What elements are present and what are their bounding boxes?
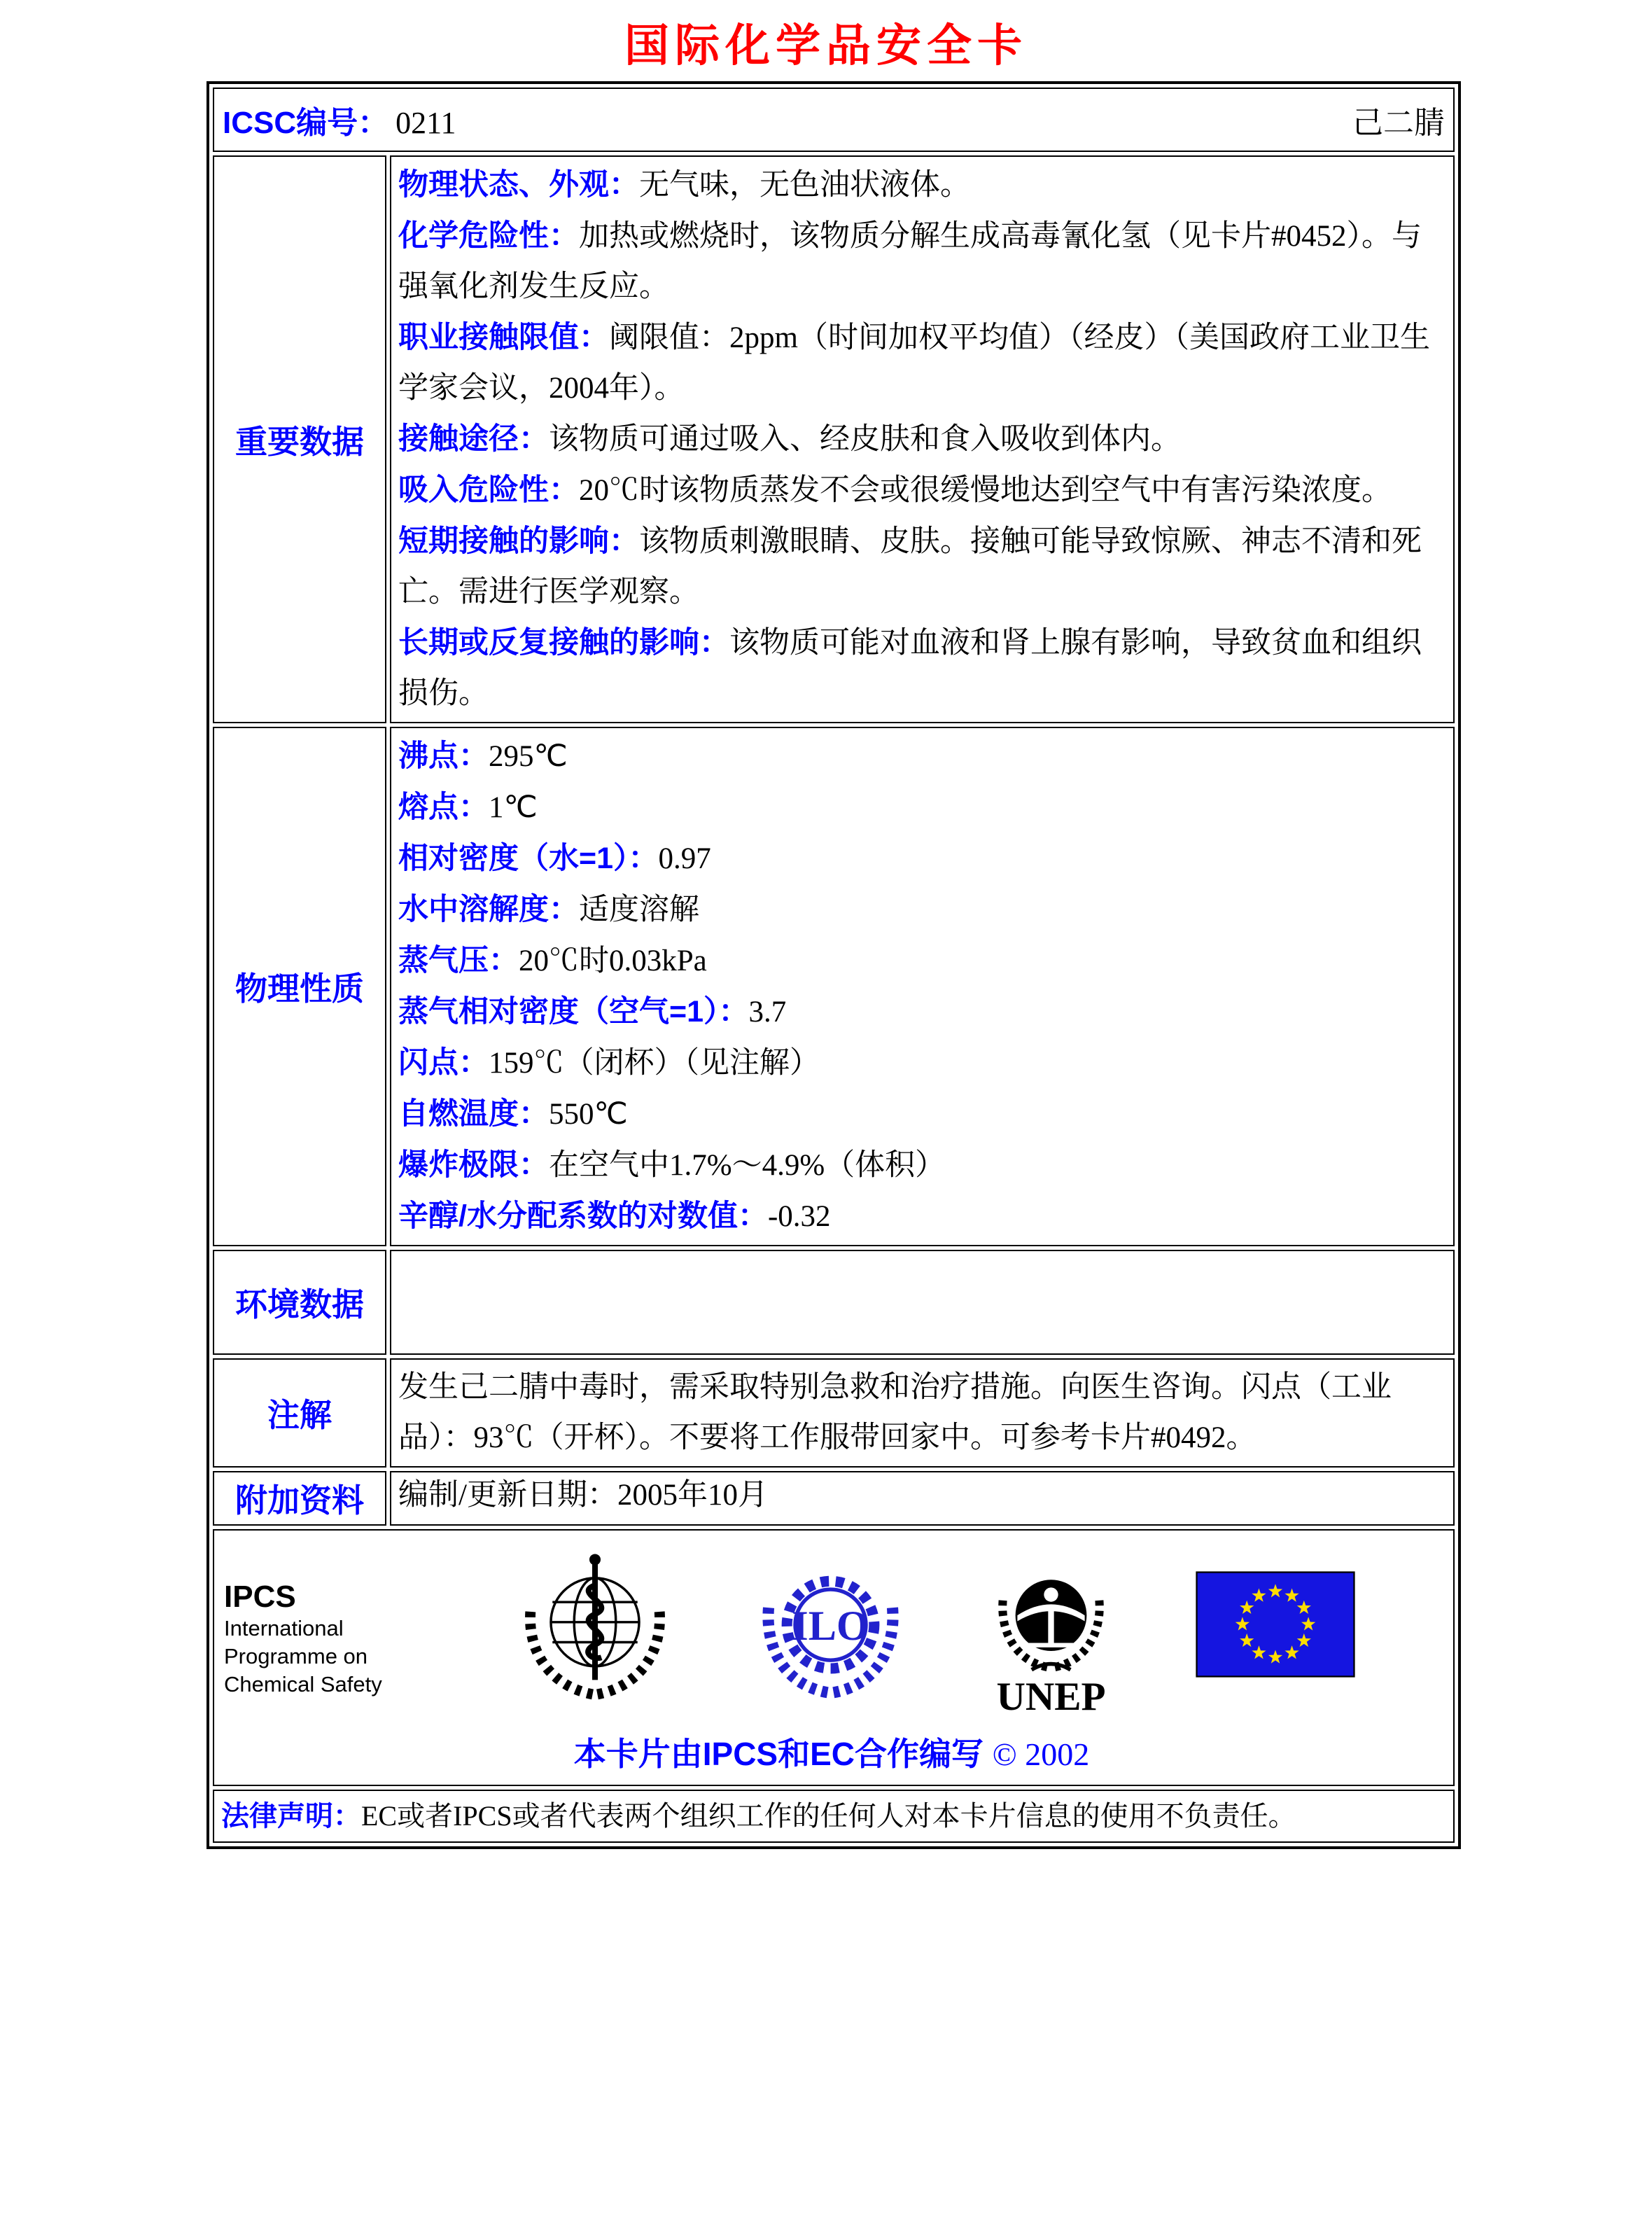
- field-item: [398, 414, 1446, 465]
- icsc-number-label: ICSC编号：: [223, 106, 389, 140]
- who-logo-icon: [514, 1552, 676, 1700]
- field-item: [398, 1038, 1446, 1089]
- icsc-number-group: [223, 97, 456, 142]
- field-item: [398, 618, 1446, 719]
- row-label-physical-properties: 物理性质: [213, 727, 386, 1246]
- legal-row: [213, 1790, 1455, 1843]
- field-value: 阈限值：2ppm（时间加权平均值）（经皮）（美国政府工业卫生学家会议，2004年）。: [398, 321, 1430, 405]
- field-item: [398, 1475, 1446, 1516]
- page-title: 国际化学品安全卡: [624, 20, 1028, 71]
- field-item: [398, 1191, 1446, 1242]
- footer-row: [213, 1529, 1455, 1786]
- field-item: [398, 782, 1446, 833]
- field-value: 该物质刺激眼睛、皮肤。接触可能导致惊厥、神志不清和死亡。需进行医学观察。: [398, 525, 1422, 608]
- field-value: 0.97: [658, 842, 711, 875]
- additional-info-row: [213, 1471, 1455, 1526]
- field-value: 加热或燃烧时，该物质分解生成高毒氰化氢（见卡片#0452）。与强氧化剂发生反应。: [398, 220, 1422, 303]
- footer-copyright: © 2002: [992, 1736, 1090, 1772]
- ipcs-line: Programme on: [224, 1644, 368, 1668]
- safety-card-table: [206, 81, 1461, 1849]
- ipcs-text-block: [224, 1540, 434, 1699]
- field-label: 自燃温度：: [398, 1097, 549, 1131]
- row-label-important-data: 重要数据: [213, 155, 386, 723]
- field-label: 辛醇/水分配系数的对数值：: [398, 1199, 768, 1233]
- field-label: 长期或反复接触的影响：: [398, 626, 729, 660]
- svg-text:UNEP: UNEP: [995, 1675, 1106, 1720]
- field-item: [398, 935, 1446, 987]
- field-value: 3.7: [748, 996, 787, 1029]
- row-label-environmental-data: 环境数据: [213, 1250, 386, 1355]
- field-item: [398, 833, 1446, 884]
- notes-content: [390, 1358, 1455, 1468]
- ipcs-line: International: [224, 1616, 344, 1640]
- card-header: [220, 89, 1448, 151]
- physical-properties-content: [390, 727, 1455, 1246]
- field-value: 发生己二腈中毒时，需采取特别急救和治疗措施。向医生咨询。闪点（工业品）：93℃（开杯）。不要将工作服带回家中。可参考卡片#0492。: [398, 1371, 1392, 1454]
- field-item: [398, 312, 1446, 414]
- field-label: 沸点：: [398, 739, 489, 773]
- field-item: [398, 211, 1446, 312]
- environmental-data-content: [390, 1250, 1455, 1355]
- field-value: 1℃: [489, 791, 538, 824]
- field-label: 职业接触限值：: [398, 321, 609, 354]
- field-label: 接触途径：: [398, 422, 549, 456]
- field-value: 295℃: [489, 740, 568, 773]
- row-label-notes: 注解: [213, 1358, 386, 1468]
- logo-row: [224, 1540, 1439, 1720]
- field-value: 该物质可能对血液和肾上腺有影响，导致贫血和组织损伤。: [398, 627, 1422, 710]
- additional-info-content: [390, 1471, 1455, 1526]
- field-value: 在空气中1.7%～4.9%（体积）: [549, 1149, 946, 1182]
- field-value: 550℃: [549, 1098, 628, 1131]
- field-label: 蒸气相对密度（空气=1）：: [398, 995, 749, 1029]
- field-value: 编制/更新日期：2005年10月: [398, 1479, 768, 1512]
- field-item: [398, 731, 1446, 782]
- icsc-number-value: 0211: [396, 106, 456, 140]
- row-label-additional-info: 附加资料: [213, 1471, 386, 1526]
- field-label: 化学危险性：: [398, 219, 579, 253]
- field-label: 物理状态、外观：: [398, 168, 639, 202]
- field-label: 熔点：: [398, 790, 489, 824]
- chemical-name: 己二腈: [1352, 106, 1445, 140]
- field-label: 爆炸极限：: [398, 1148, 549, 1182]
- field-value: 该物质可通过吸入、经皮肤和食入吸收到体内。: [549, 423, 1181, 456]
- field-label: 闪点：: [398, 1046, 489, 1080]
- notes-row: [213, 1358, 1455, 1468]
- legal-statement: [221, 1795, 1446, 1837]
- field-item: [398, 516, 1446, 618]
- eu-flag-icon: [1196, 1563, 1355, 1686]
- field-label: 吸入危险性：: [398, 473, 579, 507]
- footer-caption-text: 本卡片由IPCS和EC合作编写: [573, 1736, 984, 1772]
- field-item: [398, 160, 1446, 211]
- field-label: 相对密度（水=1）：: [398, 842, 659, 875]
- important-data-row: [213, 155, 1455, 723]
- field-item: [398, 1363, 1446, 1463]
- ipcs-line: Chemical Safety: [224, 1672, 382, 1696]
- footer-caption: [224, 1729, 1439, 1775]
- ipcs-title: IPCS: [224, 1580, 296, 1614]
- field-label: 蒸气压：: [398, 944, 519, 977]
- field-value: 适度溶解: [579, 893, 699, 926]
- field-label: 短期接触的影响：: [398, 524, 639, 558]
- field-item: [398, 1089, 1446, 1140]
- field-value: 20℃时该物质蒸发不会或很缓慢地达到空气中有害污染浓度。: [579, 474, 1392, 507]
- svg-text:ILO: ILO: [792, 1603, 869, 1650]
- field-value: -0.32: [767, 1200, 831, 1233]
- field-label: 水中溶解度：: [398, 893, 579, 926]
- important-data-content: [390, 155, 1455, 723]
- header-row: [213, 88, 1455, 152]
- field-value: 无气味，无色油状液体。: [639, 169, 970, 202]
- field-value: 20℃时0.03kPa: [519, 945, 707, 977]
- physical-properties-row: [213, 727, 1455, 1246]
- environmental-data-row: [213, 1250, 1455, 1355]
- field-item: [398, 884, 1446, 935]
- field-item: [398, 987, 1446, 1038]
- ilo-logo-icon: [755, 1559, 906, 1699]
- field-item: [398, 1140, 1446, 1191]
- legal-text: EC或者IPCS或者代表两个组织工作的任何人对本卡片信息的使用不负责任。: [361, 1800, 1296, 1832]
- field-item: [398, 465, 1446, 516]
- unep-logo-icon: [986, 1556, 1116, 1720]
- legal-label: 法律声明：: [221, 1801, 361, 1832]
- field-value: 159℃（闭杯）（见注解）: [489, 1047, 820, 1080]
